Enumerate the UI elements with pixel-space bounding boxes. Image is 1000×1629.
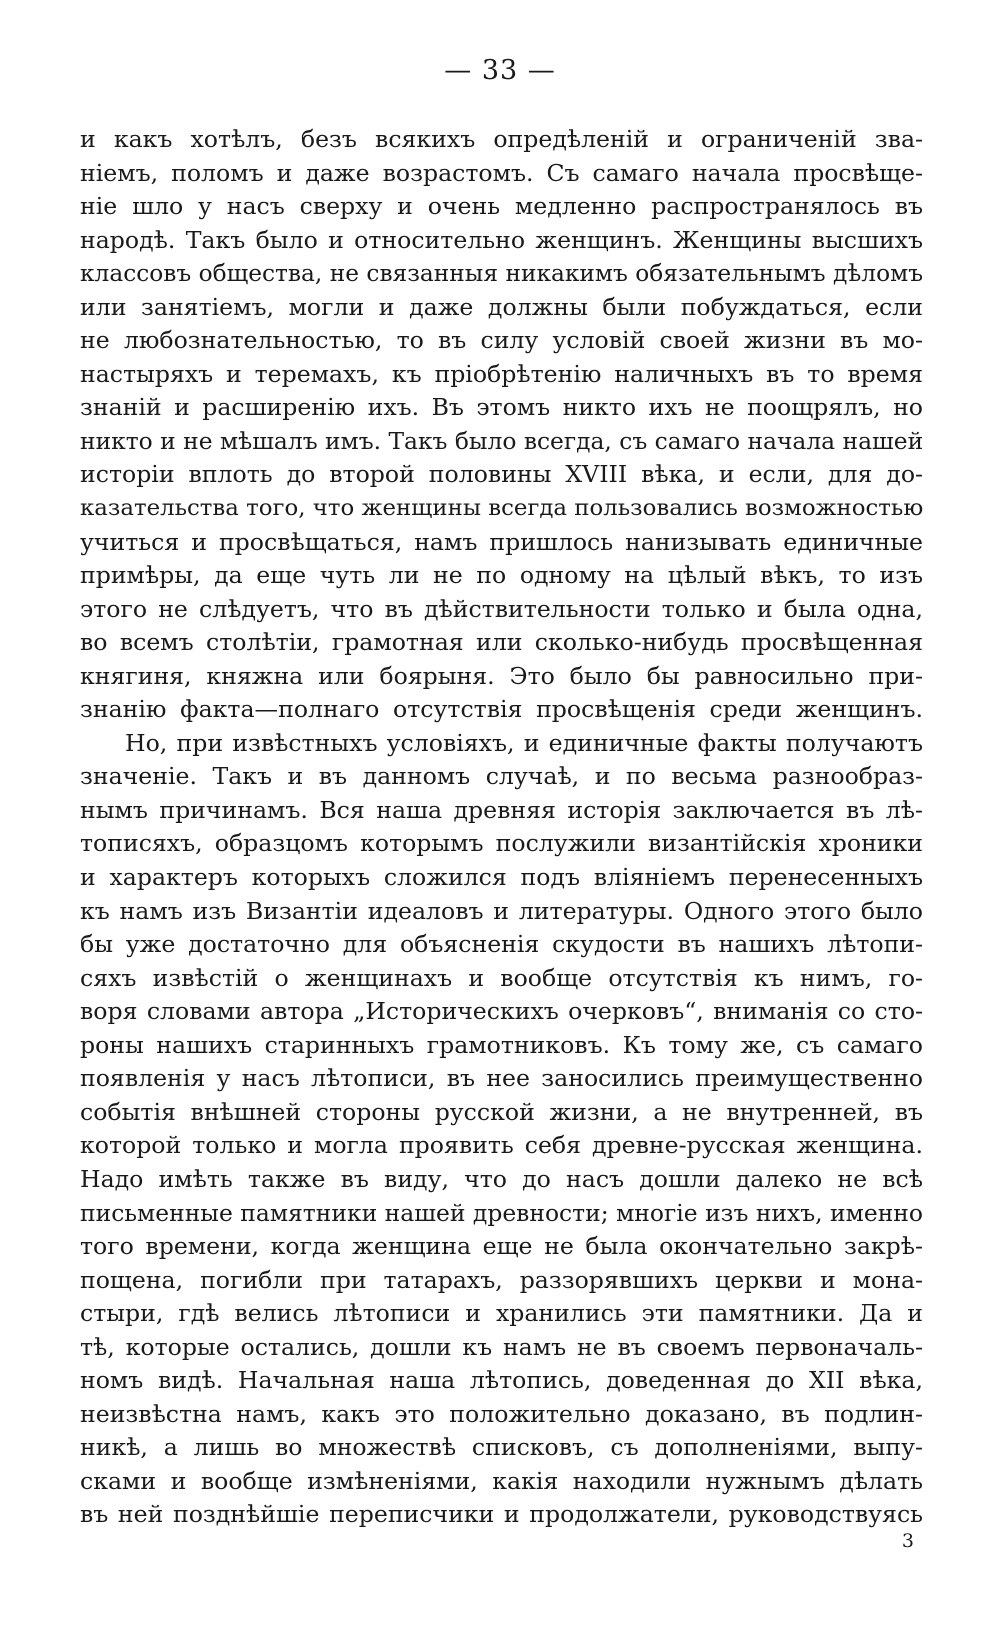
text-line: сяхъ извѣстій о женщинахъ и вообще отсутствія къ нимъ, го- — [80, 963, 923, 992]
text-line: къ намъ изъ Византіи идеаловъ и литературы. Одного этого было — [80, 896, 923, 925]
text-line: знанію факта—полнаго отсутствія просвѣщенія среди женщинъ. — [80, 695, 923, 724]
text-line: тописяхъ, образцомъ которымъ послужили византійскія хроники — [80, 829, 923, 858]
text-line: пощена, погибли при татарахъ, раззорявшихъ церкви и мона- — [80, 1265, 923, 1294]
text-line: тѣ, которые остались, дошли къ намъ не въ своемъ первоначаль- — [80, 1332, 923, 1361]
text-line: классовъ общества, не связанныя никакимъ обязательнымъ дѣломъ — [80, 260, 923, 288]
text-line: ніе шло у насъ сверху и очень медленно распространялось въ — [80, 192, 923, 221]
text-line: ніемъ, поломъ и даже возрастомъ. Съ самаго начала просвѣще- — [80, 158, 923, 187]
text-line: и какъ хотѣлъ, безъ всякихъ опредѣленій и ограниченій зва- — [80, 125, 923, 153]
text-line: или занятіемъ, могли и даже должны были побуждаться, если — [80, 292, 923, 321]
text-line: нымъ причинамъ. Вся наша древняя исторія заключается въ лѣ- — [80, 795, 923, 824]
text-line: знаній и расширенію ихъ. Въ этомъ никто ихъ не поощрялъ, но — [80, 393, 923, 422]
signature-mark: 3 — [901, 1530, 914, 1552]
text-line: во всемъ столѣтіи, грамотная или сколько-нибудь просвѣщенная — [80, 628, 923, 657]
text-line: настыряхъ и теремахъ, къ пріобрѣтенію наличныхъ въ то время — [80, 359, 923, 388]
text-line: княгиня, княжна или боярыня. Это было бы равносильно при- — [80, 661, 923, 690]
text-line: въ ней позднѣйшіе переписчики и продолжатели, руководствуясь — [80, 1500, 923, 1529]
text-line: никѣ, а лишь во множествѣ списковъ, съ дополненіями, выпу- — [80, 1433, 923, 1462]
text-line: примѣры, да еще чуть ли не по одному на цѣлый вѣкъ, то изъ — [80, 561, 923, 590]
text-line: народѣ. Такъ было и относительно женщинъ. Женщины высшихъ — [80, 225, 923, 254]
body-text — [80, 123, 923, 1532]
text-line: сками и вообще измѣненіями, какія находили нужнымъ дѣлать — [80, 1466, 923, 1495]
text-line: которой только и могла проявить себя древне-русская женщина. — [80, 1131, 923, 1160]
text-line: исторіи вплоть до второй половины XVIII вѣка, и если, для до- — [80, 460, 923, 489]
text-line: никто и не мѣшалъ имъ. Такъ было всегда, съ самаго начала нашей — [80, 426, 924, 455]
page-number: — 33 — — [444, 55, 556, 86]
text-line: Но, при извѣстныхъ условіяхъ, и единичные факты получаютъ — [125, 728, 923, 757]
text-line: не любознательностью, то въ силу условій своей жизни въ мо- — [80, 326, 923, 355]
text-line: событія внѣшней стороны русской жизни, а не внутренней, въ — [80, 1097, 923, 1126]
text-line: письменные памятники нашей древности; многіе изъ нихъ, именно — [80, 1198, 923, 1227]
text-line: роны нашихъ старинныхъ грамотниковъ. Къ тому же, съ самаго — [80, 1030, 923, 1059]
text-line: учиться и просвѣщаться, намъ пришлось нанизывать единичные — [80, 527, 923, 556]
text-line: стыри, гдѣ велись лѣтописи и хранились эти памятники. Да и — [80, 1299, 923, 1328]
text-line: появленія у насъ лѣтописи, въ нее заносились преимущественно — [80, 1064, 923, 1093]
text-line: Надо имѣть также въ виду, что до насъ дошли далеко не всѣ — [80, 1164, 923, 1193]
text-line: неизвѣстна намъ, какъ это положительно доказано, въ подлин- — [80, 1399, 923, 1428]
text-line: казательства того, что женщины всегда пользовались возможностью — [80, 495, 924, 522]
text-line: того времени, когда женщина еще не была окончательно закрѣ- — [80, 1232, 923, 1261]
text-line: номъ видѣ. Начальная наша лѣтопись, доведенная до XII вѣка, — [80, 1366, 923, 1395]
text-line: бы уже достаточно для объясненія скудости въ нашихъ лѣтопи- — [80, 930, 923, 959]
text-line: и характеръ которыхъ сложился подъ вліяніемъ перенесенныхъ — [80, 863, 923, 892]
text-line: этого не слѣдуетъ, что въ дѣйствительности только и была одна, — [80, 594, 923, 623]
text-line: значеніе. Такъ и въ данномъ случаѣ, и по весьма разнообраз- — [80, 762, 923, 791]
text-line: воря словами автора „Историческихъ очерковъ“, вниманія со сто- — [80, 997, 923, 1026]
